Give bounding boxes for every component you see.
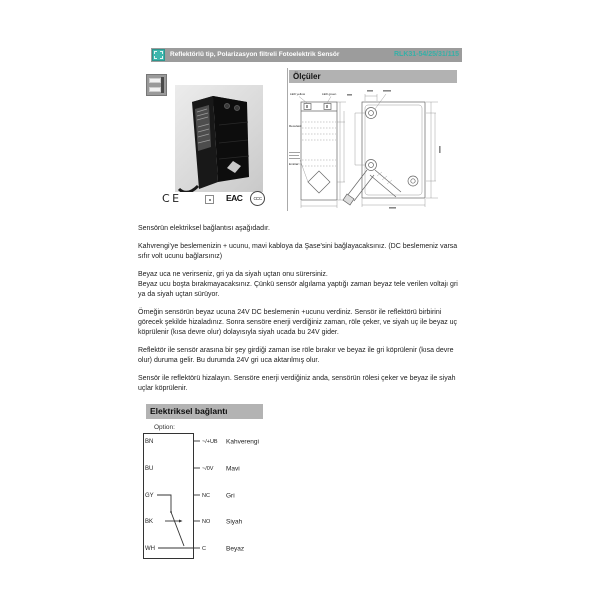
body-text [138,224,464,402]
eac-mark-icon: EAC [226,193,243,203]
side-view-dimension-lines [355,94,438,207]
emitter-label: Emitter [289,162,299,166]
page-title: Reflektörlü tip, Polarizasyon filtreli Fotoelektrik Sensör [170,51,340,58]
lens-icon [224,103,229,108]
electrical-section-title: Elektriksel bağlantı [146,404,263,419]
wire-color-name: Gri [226,492,235,500]
front-view [301,102,337,200]
ce-mark-icon: CE [162,192,182,205]
wire-color-name: Siyah [226,518,243,526]
side-view [362,102,425,198]
terminal-symbol: ~/+UB [202,439,218,445]
front-view-dashed-zones [302,122,336,166]
model-number: RLK31-54/25/31/115 [394,51,459,58]
product-photo [175,85,263,192]
front-view-dimension-lines [301,102,346,208]
dimension-drawing [289,86,461,217]
body-paragraph: Reflektör ile sensör arasına bir şey girdiği zaman ise röle bırakır ve beyaz ile gri köprülenir (kısa devre olur) duruma gelir. Bu durumda 24V gri uca aktarılmış olur. [138,347,454,364]
drawing-note-lines [289,152,300,159]
side-view-cable-gland [343,170,401,205]
wire-color-name: Beyaz [226,545,245,553]
body-paragraph: Sensör ile reflektörü hizalayın. Sensöre enerji verdiğiniz anda, sensörün rölesi çeker ve beyaz ile siyah uçlar köprülenir. [138,375,456,392]
wire-code: GY [145,493,154,499]
body-paragraph: Sensörün elektriksel bağlantısı aşağıdadır. [138,225,270,232]
pictogram-bar [161,77,164,93]
wiring-diagram [138,432,348,569]
certification-row [156,190,281,208]
wire-code: WH [145,546,155,552]
terminal-symbol: C [202,546,206,552]
wire-color-name: Mavi [226,465,240,473]
terminal-symbol: ~/0V [202,466,214,472]
wire-color-name: Kahverengi [226,438,259,446]
pictogram-bar [149,87,161,92]
dimension-number-marks [347,90,441,209]
dimensions-section-title: Ölçüler [289,70,457,83]
lens-icon [234,105,239,110]
sensor-image [175,85,263,192]
body-paragraph [138,270,464,300]
body-paragraph: Kahvrengi'ye beslemenizin + ucunu, mavi kabloya da Şase'sini bağlayacaksınız. (DC beslemeniz varsa sıfır volt ucunu bağlarsınız) [138,243,458,260]
vertical-divider [287,68,288,211]
option-label: Option: [154,424,175,431]
led-yellow-label: LED yellow [290,92,306,96]
brand-square-icon [152,49,165,61]
wire-stubs [194,441,201,548]
body-line: Beyaz uca ne verirseniz, gri ya da siyah uçtan onu sürersiniz. [138,271,328,278]
header-bar [151,48,462,62]
body-line: Beyaz ucu boşta bırakmayacaksınız. Çünkü sensör algılama yaptığı zaman beyaz tele verilen voltajı gri ya da siyah uçtan sürüyor. [138,281,458,298]
receiver-label: Receiver [289,124,301,128]
wire-code: BK [145,519,154,525]
pictogram-bar [149,78,161,83]
sensor-type-pictogram-icon [146,74,167,96]
approval-square-icon [205,195,214,204]
terminal-symbol: NC [202,493,210,499]
terminal-symbol: NO [202,519,211,525]
body-paragraph: Örneğin sensörün beyaz ucuna 24V DC beslemenin +ucunu verdiniz. Sensör ile reflektörü birbirini görecek şekilde hizaladınız. Sonra sensöre enerji verdiğiniz zaman, röle çeker, ve siyah uç ile beyaz uç köprülenir (kısa devre olur) dolayısıyla siyah ucada bu 24V gider. [138,309,458,336]
ccc-mark-icon: CCC [250,191,265,206]
relay-contact-symbol [157,495,194,548]
wire-code: BU [145,466,154,472]
led-green-label: LED green [322,92,337,96]
wire-code: BN [145,439,154,445]
